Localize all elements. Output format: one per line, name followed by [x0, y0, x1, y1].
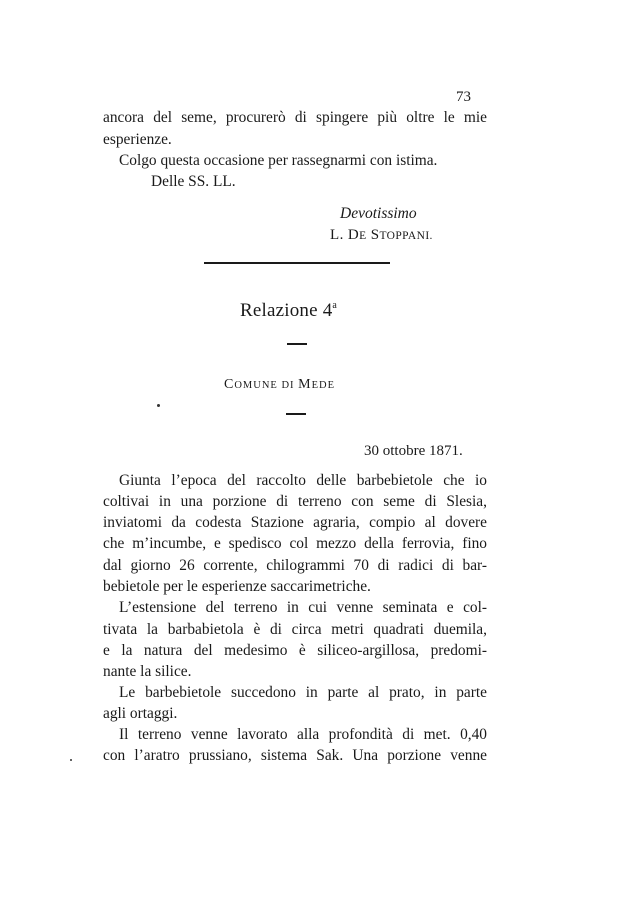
body-line-1: Giunta l’epoca del raccolto delle barbebietole che io — [119, 472, 487, 489]
body-line-5: dal giorno 26 corrente, chilogrammi 70 di radici di bar- — [103, 557, 487, 574]
body-line-14: con l’aratro prussiano, sistema Sak. Una porzione venne — [103, 747, 487, 764]
section-title: Relazione 4$^a$ — [240, 300, 338, 321]
title-dash — [287, 343, 307, 345]
subtitle-dash — [286, 413, 306, 415]
closing-line-4: Delle SS. LL. — [151, 173, 236, 190]
closing-line-1: ancora del seme, procurerò di spingere più oltre le mie — [103, 109, 487, 126]
closing-line-3: Colgo questa occasione per rassegnarmi con istima. — [119, 152, 438, 169]
body-line-13: Il terreno venne lavorato alla profondità di met. 0,40 — [119, 726, 487, 743]
section-divider-rule — [204, 262, 390, 264]
signature-name: L. DE STOPPANI. — [330, 227, 433, 243]
body-line-4: che m’incumbe, e spedisco col mezzo della ferrovia, fino — [103, 535, 487, 552]
body-line-7: L’estensione del terreno in cui venne seminata e col- — [119, 599, 487, 616]
body-line-8: tivata la barbabietola è di circa metri quadrati duemila, — [103, 621, 487, 638]
body-line-9: e la natura del medesimo è siliceo-argillosa, predomi- — [103, 642, 487, 659]
body-line-11: Le barbebietole succedono in parte al prato, in parte — [119, 684, 487, 701]
ink-speck — [157, 404, 160, 407]
closing-line-2: esperienze. — [103, 131, 172, 148]
body-line-3: inviatomi da codesta Stazione agraria, compio al dovere — [103, 514, 487, 531]
section-subtitle: COMUNE DI MEDE — [224, 377, 336, 392]
page-number: 73 — [456, 89, 471, 105]
signature-devotissimo: Devotissimo — [340, 205, 417, 222]
body-line-10: nante la silice. — [103, 663, 192, 680]
ink-speck-margin — [70, 759, 72, 761]
body-line-2: coltivai in una porzione di terreno con seme di Slesia, — [103, 493, 487, 510]
body-line-6: bebietole per le esperienze saccarimetriche. — [103, 578, 371, 595]
body-line-12: agli ortaggi. — [103, 705, 178, 722]
letter-date: 30 ottobre 1871. — [364, 443, 463, 459]
